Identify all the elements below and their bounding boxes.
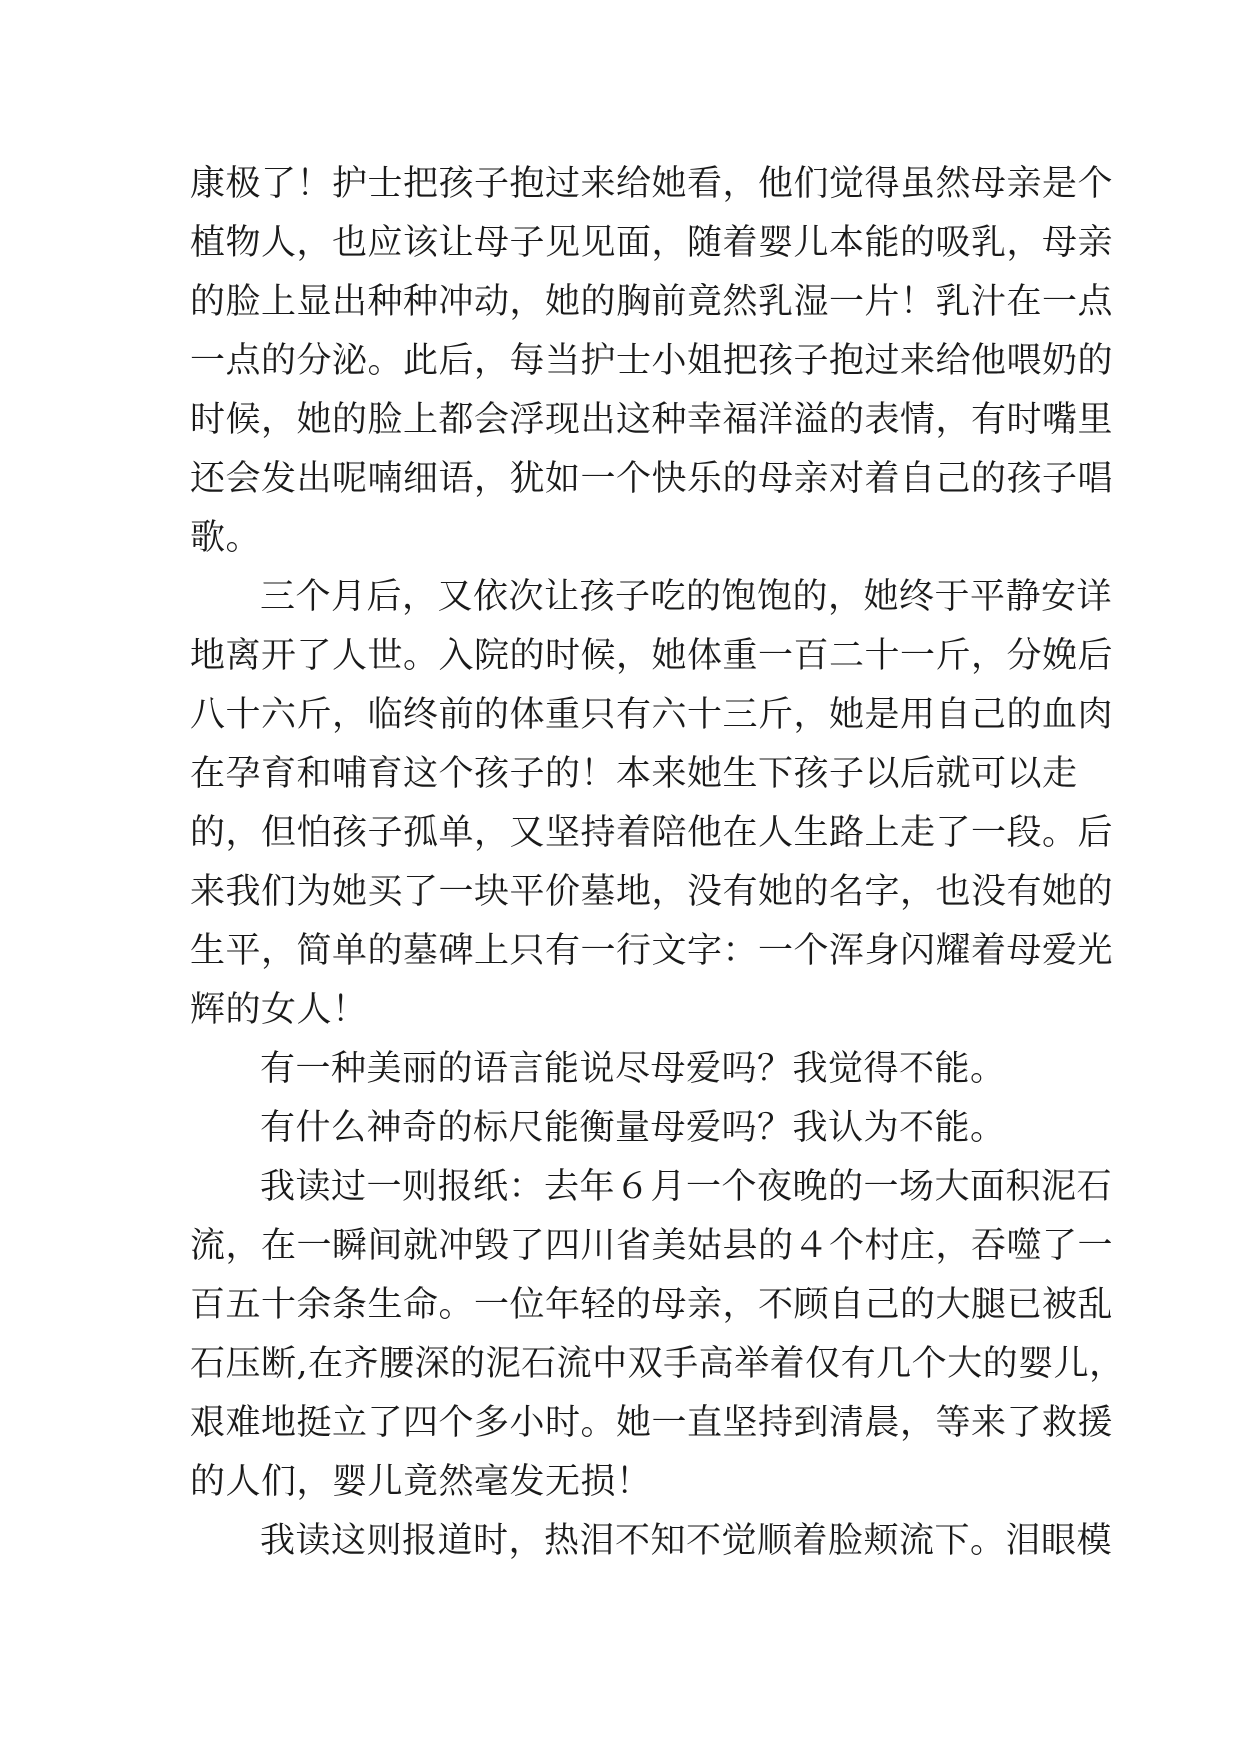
- text-line: 的，但怕孩子孤单，又坚持着陪他在人生路上走了一段。后: [190, 813, 1114, 853]
- text-line: 生平，简单的墓碑上只有一行文字：一个浑身闪耀着母爱光: [190, 931, 1114, 971]
- text-line: 地离开了人世。入院的时候，她体重一百二十一斤，分娩后: [190, 636, 1114, 676]
- text-line: 三个月后，又依次让孩子吃的饱饱的，她终于平静安详: [260, 577, 1113, 617]
- text-line: 辉的女人！: [190, 990, 368, 1030]
- text-line: 石压断,在齐腰深的泥石流中双手高举着仅有几个大的婴儿，: [190, 1344, 1125, 1384]
- text-line: 康极了！护士把孩子抱过来给她看，他们觉得虽然母亲是个: [190, 164, 1114, 204]
- text-line: 我读这则报道时，热泪不知不觉顺着脸颊流下。泪眼模: [260, 1521, 1113, 1561]
- text-line: 在孕育和哺育这个孩子的！本来她生下孩子以后就可以走: [190, 754, 1078, 794]
- text-line: 歌。: [190, 518, 262, 558]
- text-line: 来我们为她买了一块平价墓地，没有她的名字，也没有她的: [190, 872, 1114, 912]
- text-line: 有一种美丽的语言能说尽母爱吗？我觉得不能。: [260, 1049, 1006, 1089]
- text-line: 的脸上显出种种冲动，她的胸前竟然乳湿一片！乳汁在一点: [190, 282, 1114, 322]
- text-line: 艰难地挺立了四个多小时。她一直坚持到清晨，等来了救援: [190, 1403, 1114, 1443]
- text-line: 百五十余条生命。一位年轻的母亲，不顾自己的大腿已被乱: [190, 1285, 1114, 1325]
- text-line: 一点的分泌。此后，每当护士小姐把孩子抱过来给他喂奶的: [190, 341, 1114, 381]
- text-line: 植物人，也应该让母子见见面，随着婴儿本能的吸乳，母亲: [190, 223, 1114, 263]
- body-text: [190, 155, 1125, 1571]
- text-line: 有什么神奇的标尺能衡量母爱吗？我认为不能。: [260, 1108, 1006, 1148]
- text-line: 流，在一瞬间就冲毁了四川省美姑县的４个村庄，吞噬了一: [190, 1226, 1114, 1266]
- text-line: 我读过一则报纸：去年６月一个夜晚的一场大面积泥石: [260, 1167, 1113, 1207]
- text-line: 的人们，婴儿竟然毫发无损！: [190, 1462, 652, 1502]
- text-line: 还会发出呢喃细语，犹如一个快乐的母亲对着自己的孩子唱: [190, 459, 1114, 499]
- text-line: 时候，她的脸上都会浮现出这种幸福洋溢的表情，有时嘴里: [190, 400, 1114, 440]
- text-line: 八十六斤，临终前的体重只有六十三斤，她是用自己的血肉: [190, 695, 1114, 735]
